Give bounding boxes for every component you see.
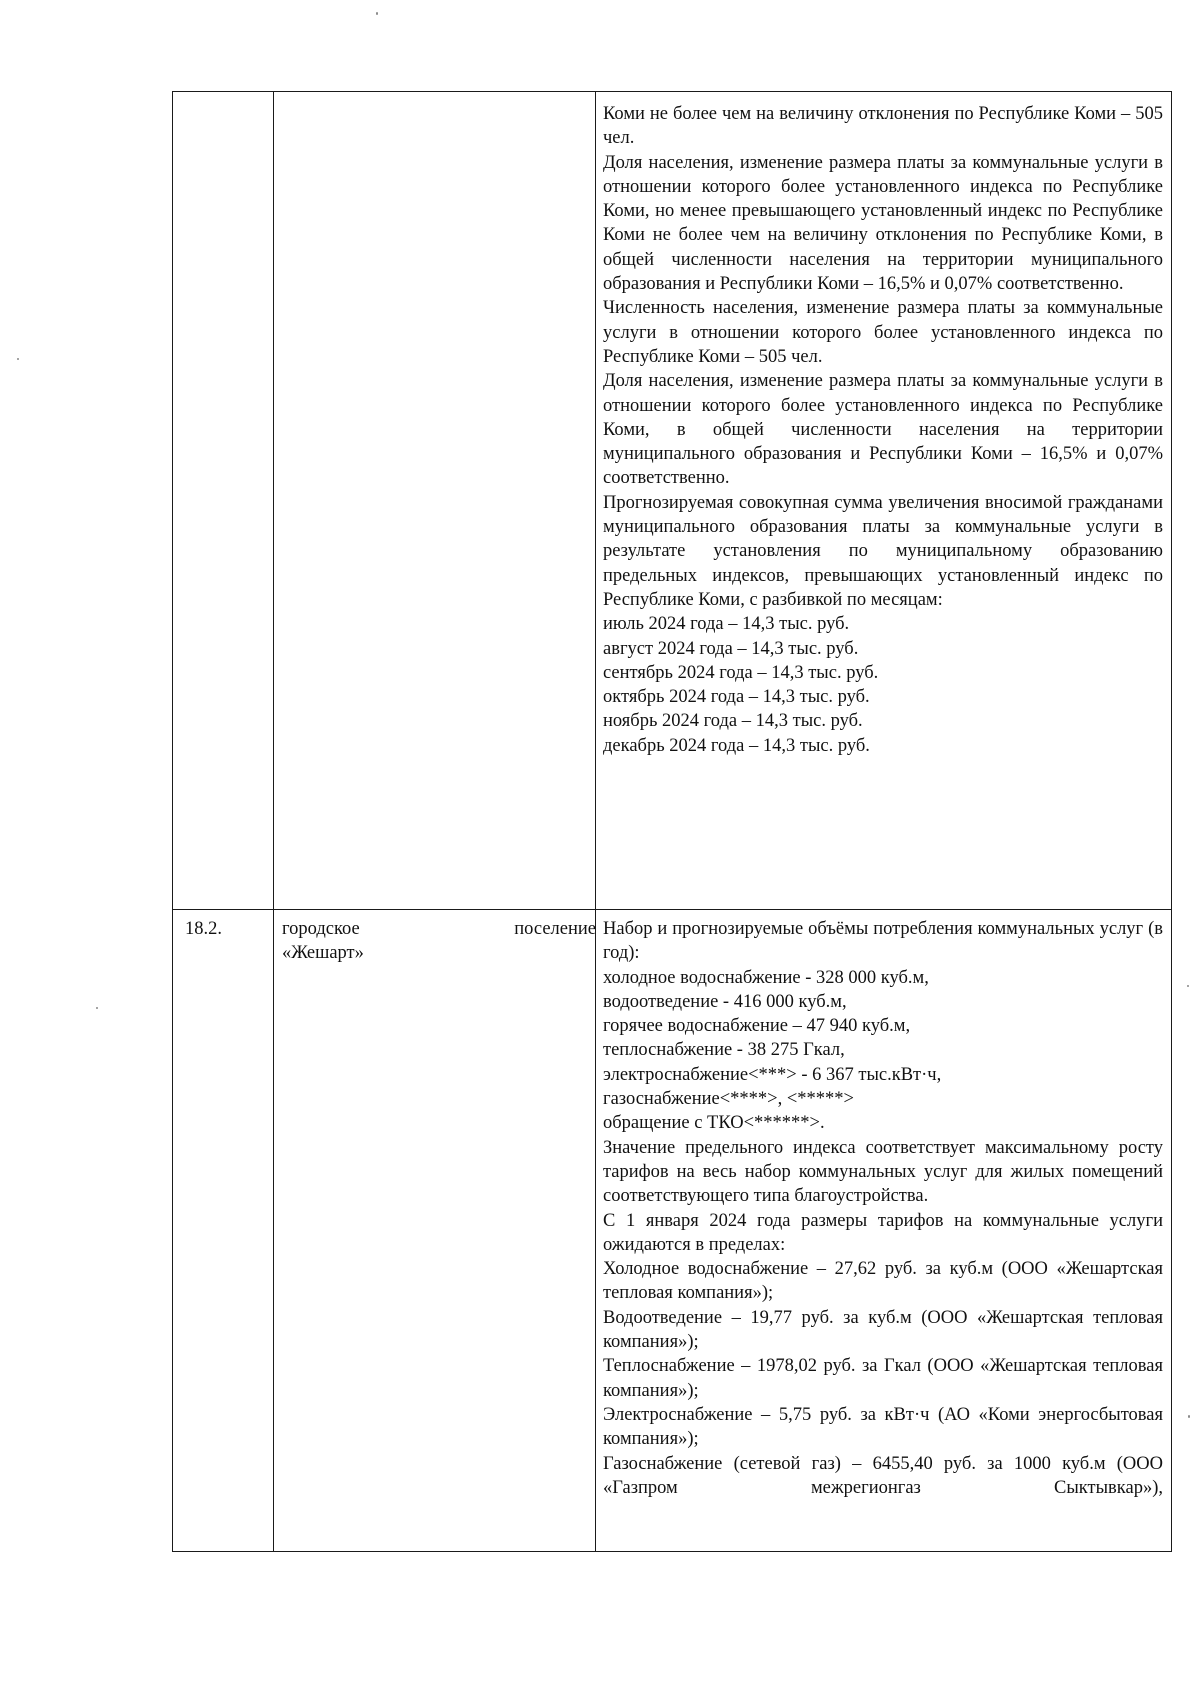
- tariff-line: Газоснабжение (сетевой газ) – 6455,40 руб. за 1000 куб.м (ООО «Газпром межрегионгаз Сыктывкар»),: [603, 1453, 1163, 1498]
- row-description-cell: [603, 917, 1163, 1500]
- consumption-line: теплоснабжение - 38 275 Гкал,: [603, 1040, 845, 1061]
- continuation-description-cell: [603, 102, 1163, 758]
- consumption-line: электроснабжение<***> - 6 367 тыс.кВт·ч,: [603, 1064, 942, 1085]
- scan-speck: [96, 1007, 98, 1009]
- scan-speck: [1188, 1415, 1190, 1418]
- name-word: городское: [282, 919, 360, 939]
- paragraph: Численность населения, изменение размера платы за коммунальные услуги в отношении которого более установленного индекса по Республике Коми – 505 чел.: [603, 298, 1163, 367]
- scan-speck: [1187, 985, 1189, 987]
- column-divider: [595, 92, 596, 1551]
- municipality-name-cell: [282, 917, 596, 966]
- tariff-line: Электроснабжение – 5,75 руб. за кВт·ч (АО «Коми энергосбытовая компания»);: [603, 1404, 1163, 1450]
- scan-speck: [376, 12, 378, 15]
- tariff-line: Водоотведение – 19,77 руб. за куб.м (ООО «Жешартская тепловая компания»);: [603, 1307, 1163, 1353]
- consumption-line: обращение с ТКО<******>.: [603, 1113, 825, 1134]
- tariff-line: Холодное водоснабжение – 27,62 руб. за куб.м (ООО «Жешартская тепловая компания»);: [603, 1259, 1163, 1304]
- table: [172, 91, 1172, 1552]
- paragraph: С 1 января 2024 года размеры тарифов на коммунальные услуги ожидаются в пределах:: [603, 1210, 1163, 1255]
- consumption-line: холодное водоснабжение - 328 000 куб.м,: [603, 967, 929, 988]
- month-line: август 2024 года – 14,3 тыс. руб.: [603, 638, 859, 659]
- tariff-line: Теплоснабжение – 1978,02 руб. за Гкал (ООО «Жешартская тепловая компания»);: [603, 1356, 1163, 1401]
- paragraph: Доля населения, изменение размера платы за коммунальные услуги в отношении которого более установленного индекса по Республике Коми, в общей численности населения на территории муниципального образования и Республики Коми – 16,5% и 0,07% соответственно.: [603, 371, 1163, 489]
- consumption-line: газоснабжение<****>, <*****>: [603, 1089, 854, 1110]
- month-line: сентябрь 2024 года – 14,3 тыс. руб.: [603, 662, 879, 683]
- paragraph: Доля населения, изменение размера платы за коммунальные услуги в отношении которого более установленного индекса по Республике Коми, но менее превышающего установленный индекс по Республике Коми не более чем на величину отклонения по Республике Коми, в общей численности населения на территории муниципального образования и Республики Коми – 16,5% и 0,07% соответственно.: [603, 152, 1163, 295]
- paragraph: Прогнозируемая совокупная сумма увеличения вносимой гражданами муниципального образования платы за коммунальные услуги в результате установления по муниципальному образованию предельных индексов, превышающих установленный индекс по Республике Коми, с разбивкой по месяцам:: [603, 492, 1163, 610]
- month-line: декабрь 2024 года – 14,3 тыс. руб.: [603, 735, 870, 756]
- row-number: 18.2.: [185, 919, 222, 939]
- month-line: октябрь 2024 года – 14,3 тыс. руб.: [603, 687, 870, 708]
- month-line: июль 2024 года – 14,3 тыс. руб.: [603, 614, 850, 635]
- paragraph: Коми не более чем на величину отклонения по Республике Коми – 505 чел.: [603, 104, 1163, 149]
- paragraph: Набор и прогнозируемые объёмы потребления коммунальных услуг (в год):: [603, 919, 1163, 964]
- paragraph: Значение предельного индекса соответствует максимальному росту тарифов на весь набор коммунальных услуг для жилых помещений соответствующего типа благоустройства.: [603, 1137, 1163, 1207]
- scan-speck: [17, 358, 19, 360]
- column-divider: [273, 92, 274, 1551]
- row-divider: [173, 909, 1171, 910]
- name-second-line: «Жешарт»: [282, 943, 364, 964]
- name-word: поселение: [514, 919, 596, 939]
- name-first-line: [282, 917, 596, 941]
- month-line: ноябрь 2024 года – 14,3 тыс. руб.: [603, 711, 863, 732]
- consumption-line: водоотведение - 416 000 куб.м,: [603, 991, 847, 1012]
- consumption-line: горячее водоснабжение – 47 940 куб.м,: [603, 1016, 911, 1037]
